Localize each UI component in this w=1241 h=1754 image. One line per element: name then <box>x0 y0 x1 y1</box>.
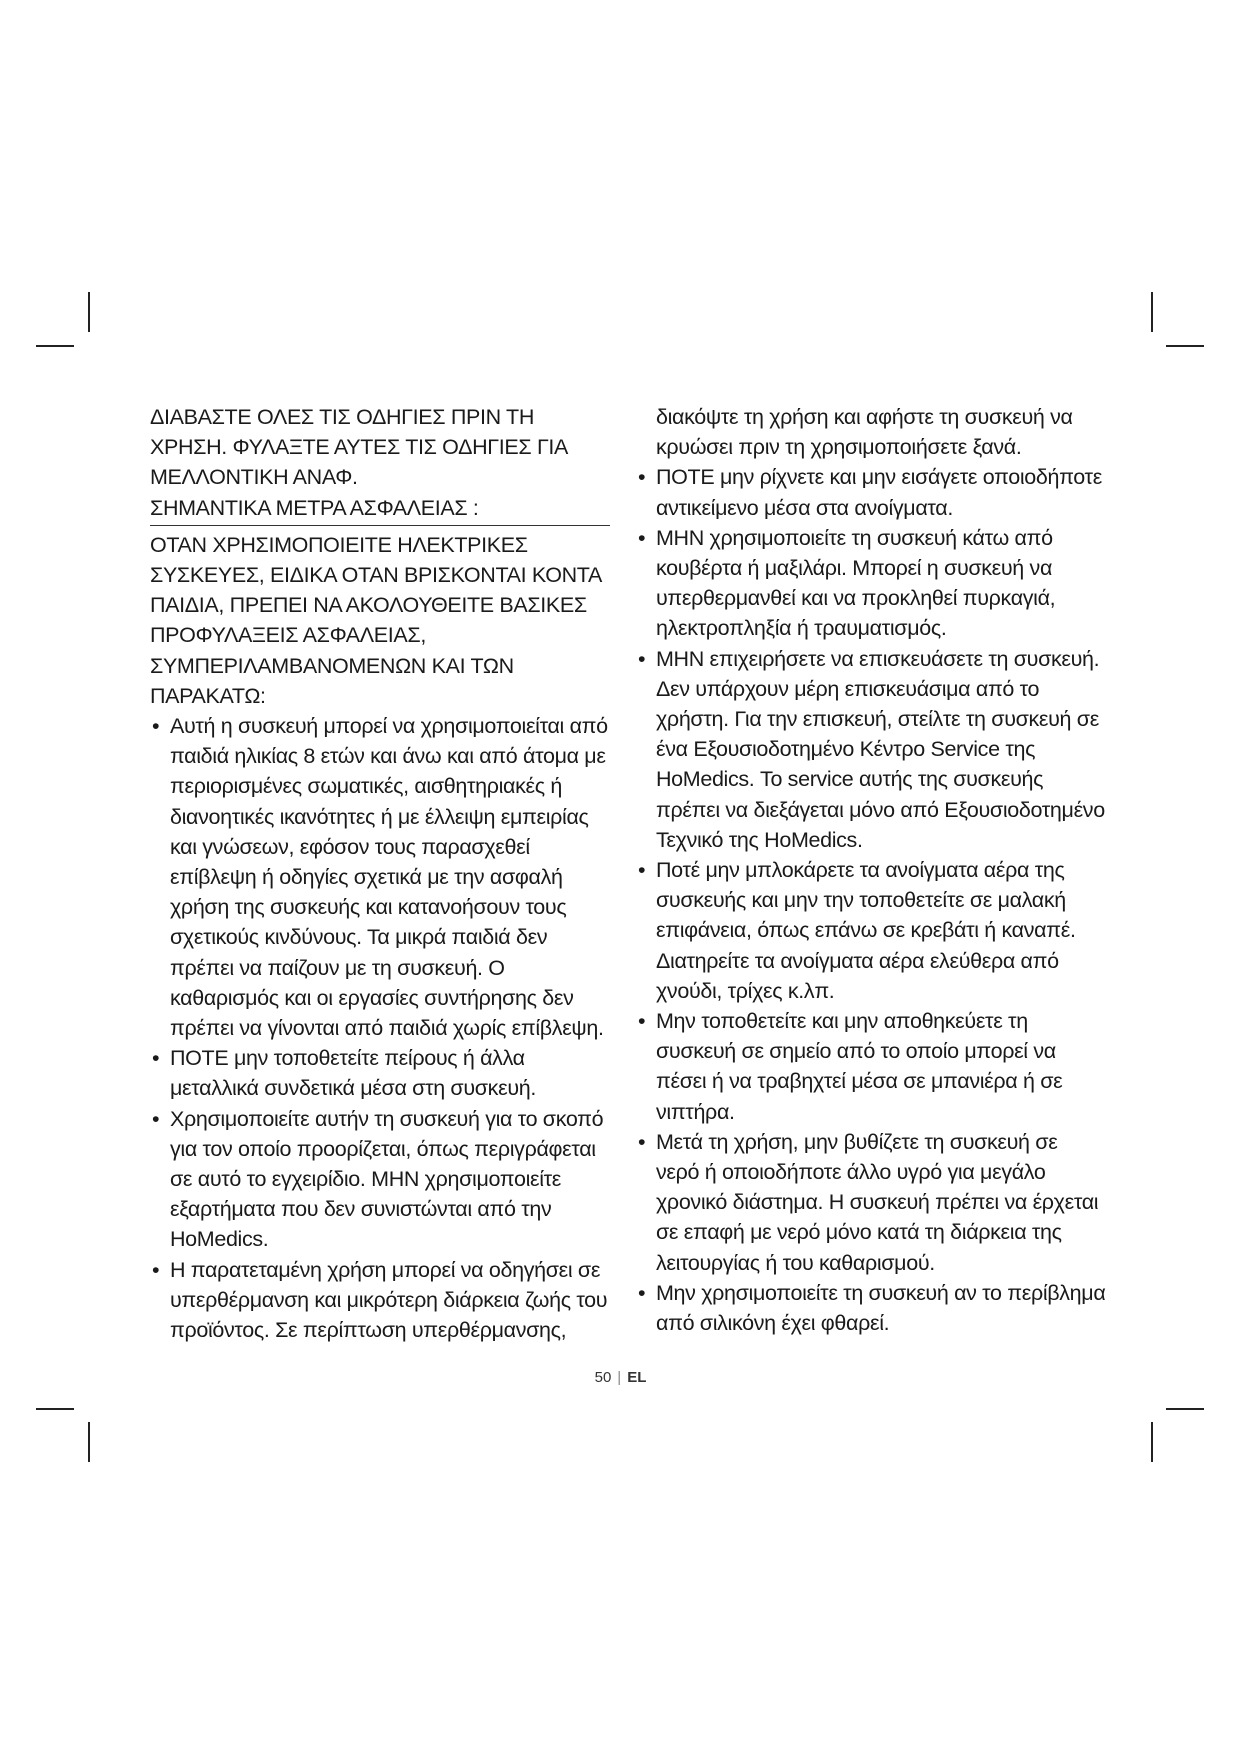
crop-mark-bottom-left-horizontal <box>36 1408 74 1410</box>
safety-heading: ΣΗΜΑΝΤΙΚΑ ΜΕΤΡΑ ΑΣΦΑΛΕΙΑΣ : <box>150 493 610 526</box>
crop-mark-top-left-vertical <box>88 292 90 332</box>
list-item: • ΠΟΤΕ μην ρίχνετε και μην εισάγετε οποιοδήποτε αντικείμενο μέσα στα ανοίγματα. <box>636 462 1106 522</box>
bullet-icon: • <box>638 1280 646 1305</box>
list-item: • ΜΗΝ χρησιμοποιείτε τη συσκευή κάτω από κουβέρτα ή μαξιλάρι. Μπορεί η συσκευή να υπερθερμανθεί και να προκληθεί πυρκαγιά, ηλεκτροπληξία ή τραυματισμός. <box>636 523 1106 644</box>
left-column <box>150 402 610 1345</box>
language-code: EL <box>627 1369 647 1386</box>
list-item: • ΜΗΝ επιχειρήσετε να επισκευάσετε τη συσκευή. Δεν υπάρχουν μέρη επισκευάσιμα από το χρήστη. Για την επισκευή, στείλτε τη συσκευή σε ένα Εξουσιοδοτημένο Κέντρο Service της HoMedics. Το service αυτής της συσκευής πρέπει να διεξάγεται μόνο από Εξουσιοδοτημένο Τεχνικό της HoMedics. <box>636 644 1106 855</box>
footer-separator: | <box>617 1369 622 1386</box>
bullet-icon: • <box>638 1009 646 1034</box>
page-footer <box>0 1369 1241 1386</box>
bullet-icon: • <box>638 525 646 550</box>
crop-mark-bottom-right-vertical <box>1151 1422 1153 1462</box>
intro-instructions: ΔΙΑΒΑΣΤΕ ΟΛΕΣ ΤΙΣ ΟΔΗΓΙΕΣ ΠΡΙΝ ΤΗ ΧΡΗΣΗ. ΦΥΛΑΞΤΕ ΑΥΤΕΣ ΤΙΣ ΟΔΗΓΙΕΣ ΓΙΑ ΜΕΛΛΟΝΤΙΚΗ ΑΝΑΦ. <box>150 405 567 490</box>
crop-mark-bottom-right-horizontal <box>1166 1408 1204 1410</box>
crop-mark-top-right-vertical <box>1151 292 1153 332</box>
bullet-icon: • <box>638 858 646 883</box>
list-item: • Η παρατεταμένη χρήση μπορεί να οδηγήσει σε υπερθέρμανση και μικρότερη διάρκεια ζωής του προϊόντος. Σε περίπτωση υπερθέρμανσης, <box>150 1255 610 1346</box>
bullet-icon: • <box>638 465 646 490</box>
list-item: • Μην χρησιμοποιείτε τη συσκευή αν το περίβλημα από σιλικόνη έχει φθαρεί. <box>636 1278 1106 1338</box>
bullet-icon: • <box>152 714 160 739</box>
list-item: • Μην τοποθετείτε και μην αποθηκεύετε τη συσκευή σε σημείο από το οποίο μπορεί να πέσει ή να τραβηχτεί μέσα σε μπανιέρα ή σε νιπτήρα. <box>636 1006 1106 1127</box>
crop-mark-bottom-left-vertical <box>88 1422 90 1462</box>
list-item: • Ποτέ μην μπλοκάρετε τα ανοίγματα αέρα της συσκευής και μην την τοποθετείτε σε μαλακή επιφάνεια, όπως επάνω σε κρεβάτι ή καναπέ. Διατηρείτε τα ανοίγματα αέρα ελεύθερα από χνούδι, τρίχες κ.λπ. <box>636 855 1106 1006</box>
bullet-continuation: διακόψτε τη χρήση και αφήστε τη συσκευή να κρυώσει πριν τη χρησιμοποιήσετε ξανά. <box>656 405 1073 460</box>
bullet-icon: • <box>152 1257 160 1282</box>
right-column <box>636 402 1106 1338</box>
list-item: • ΠΟΤΕ μην τοποθετείτε πείρους ή άλλα μεταλλικά συνδετικά μέσα στη συσκευή. <box>150 1043 610 1103</box>
bullet-icon: • <box>152 1046 160 1071</box>
list-item: • Αυτή η συσκευή μπορεί να χρησιμοποιείται από παιδιά ηλικίας 8 ετών και άνω και από άτομα με περιορισμένες σωματικές, αισθητηριακές ή διανοητικές ικανότητες ή με έλλειψη εμπειρίας και γνώσεων, εφόσον τους παρασχεθεί επίβλεψη ή οδηγίες σχετικά με την ασφαλή χρήση της συσκευής και κατανοήσουν τους σχετικούς κινδύνους. Τα μικρά παιδιά δεν πρέπει να παίζουν με τη συσκευή. Ο καθαρισμός και οι εργασίες συντήρησης δεν πρέπει να γίνονται από παιδιά χωρίς επίβλεψη. <box>150 711 610 1043</box>
safety-warning: ΟΤΑΝ ΧΡΗΣΙΜΟΠΟΙΕΙΤΕ ΗΛΕΚΤΡΙΚΕΣ ΣΥΣΚΕΥΕΣ, ΕΙΔΙΚΑ ΟΤΑΝ ΒΡΙΣΚΟΝΤΑΙ ΚΟΝΤΑ ΠΑΙΔΙΑ, ΠΡΕΠΕΙ ΝΑ ΑΚΟΛΟΥΘΕΙΤΕ ΒΑΣΙΚΕΣ ΠΡΟΦΥΛΑΞΕΙΣ ΑΣΦΑΛΕΙΑΣ, ΣΥΜΠΕΡΙΛΑΜΒΑΝΟΜΕΝΩΝ ΚΑΙ ΤΩΝ ΠΑΡΑΚΑΤΩ: <box>150 532 601 708</box>
left-bullet-list <box>150 711 610 1345</box>
list-item: • Χρησιμοποιείτε αυτήν τη συσκευή για το σκοπό για τον οποίο προορίζεται, όπως περιγράφεται σε αυτό το εγχειρίδιο. ΜΗΝ χρησιμοποιείτε εξαρτήματα που δεν συνιστώνται από την HoMedics. <box>150 1104 610 1255</box>
right-bullet-list <box>636 462 1106 1338</box>
bullet-icon: • <box>152 1106 160 1131</box>
list-item: • Μετά τη χρήση, μην βυθίζετε τη συσκευή σε νερό ή οποιοδήποτε άλλο υγρό για μεγάλο χρονικό διάστημα. Η συσκευή πρέπει να έρχεται σε επαφή με νερό μόνο κατά τη διάρκεια της λειτουργίας ή του καθαρισμού. <box>636 1127 1106 1278</box>
bullet-icon: • <box>638 646 646 671</box>
bullet-icon: • <box>638 1129 646 1154</box>
crop-mark-top-left-horizontal <box>36 345 74 347</box>
crop-mark-top-right-horizontal <box>1166 345 1204 347</box>
page-number: 50 <box>594 1369 612 1386</box>
